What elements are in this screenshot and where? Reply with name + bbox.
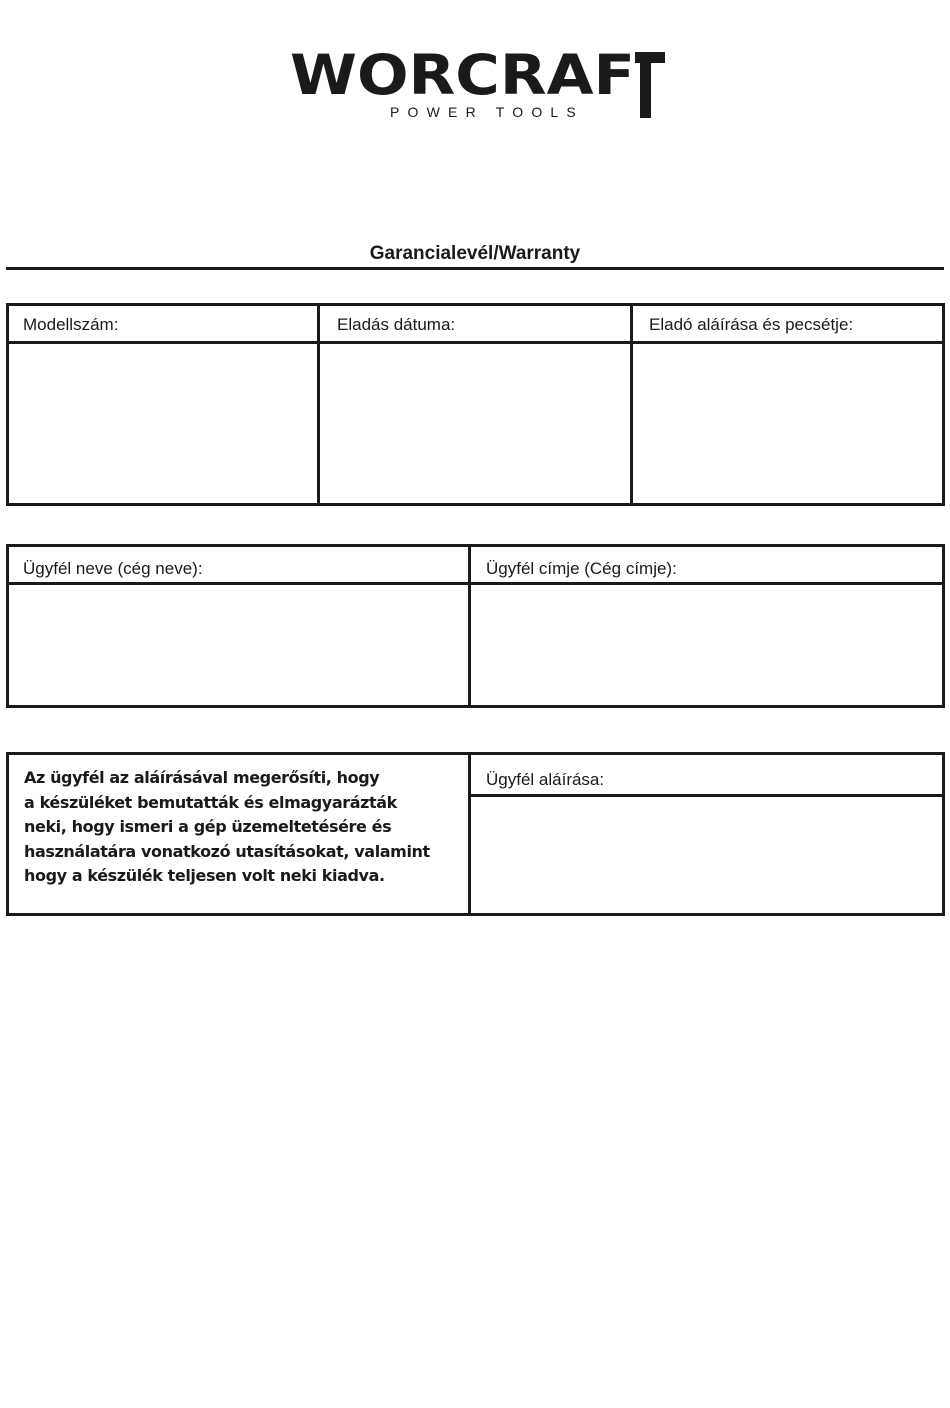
model-number-field[interactable]: [9, 344, 317, 503]
customer-name-label: Ügyfél neve (cég neve):: [23, 559, 203, 578]
customer-address-label: Ügyfél címje (Cég címje):: [486, 559, 677, 578]
notice-line: Az ügyfél az aláírásával megerősíti, hogy: [24, 768, 380, 787]
customer-signature-label: Ügyfél aláírása:: [486, 770, 605, 789]
svg-text:POWER TOOLS: POWER TOOLS: [390, 104, 584, 120]
title-divider: [6, 267, 944, 270]
notice-line: hogy a készülék teljesen volt neki kiadva.: [24, 866, 385, 885]
sale-date-label: Eladás dátuma:: [337, 315, 456, 334]
sale-date-field[interactable]: [320, 344, 630, 503]
customer-confirmation-notice: [24, 766, 464, 889]
notice-line: a készüléket bemutatták és elmagyarázták: [24, 792, 397, 812]
seller-signature-field[interactable]: [633, 344, 942, 503]
seller-signature-label: Eladó aláírása és pecsétje:: [649, 315, 854, 334]
svg-text:WORCRAF: WORCRAF: [290, 48, 635, 107]
model-number-label: Modellszám:: [23, 315, 119, 334]
customer-address-field[interactable]: [471, 585, 942, 705]
worcraft-logo: [290, 48, 670, 122]
notice-line: használatára vonatkozó utasításokat, valamint: [24, 841, 430, 861]
customer-signature-field[interactable]: [471, 797, 942, 913]
notice-line: neki, hogy ismeri a gép üzemeltetésére és: [24, 817, 392, 836]
customer-name-field[interactable]: [9, 585, 468, 705]
page-title: Garancialevél/Warranty: [369, 243, 581, 264]
